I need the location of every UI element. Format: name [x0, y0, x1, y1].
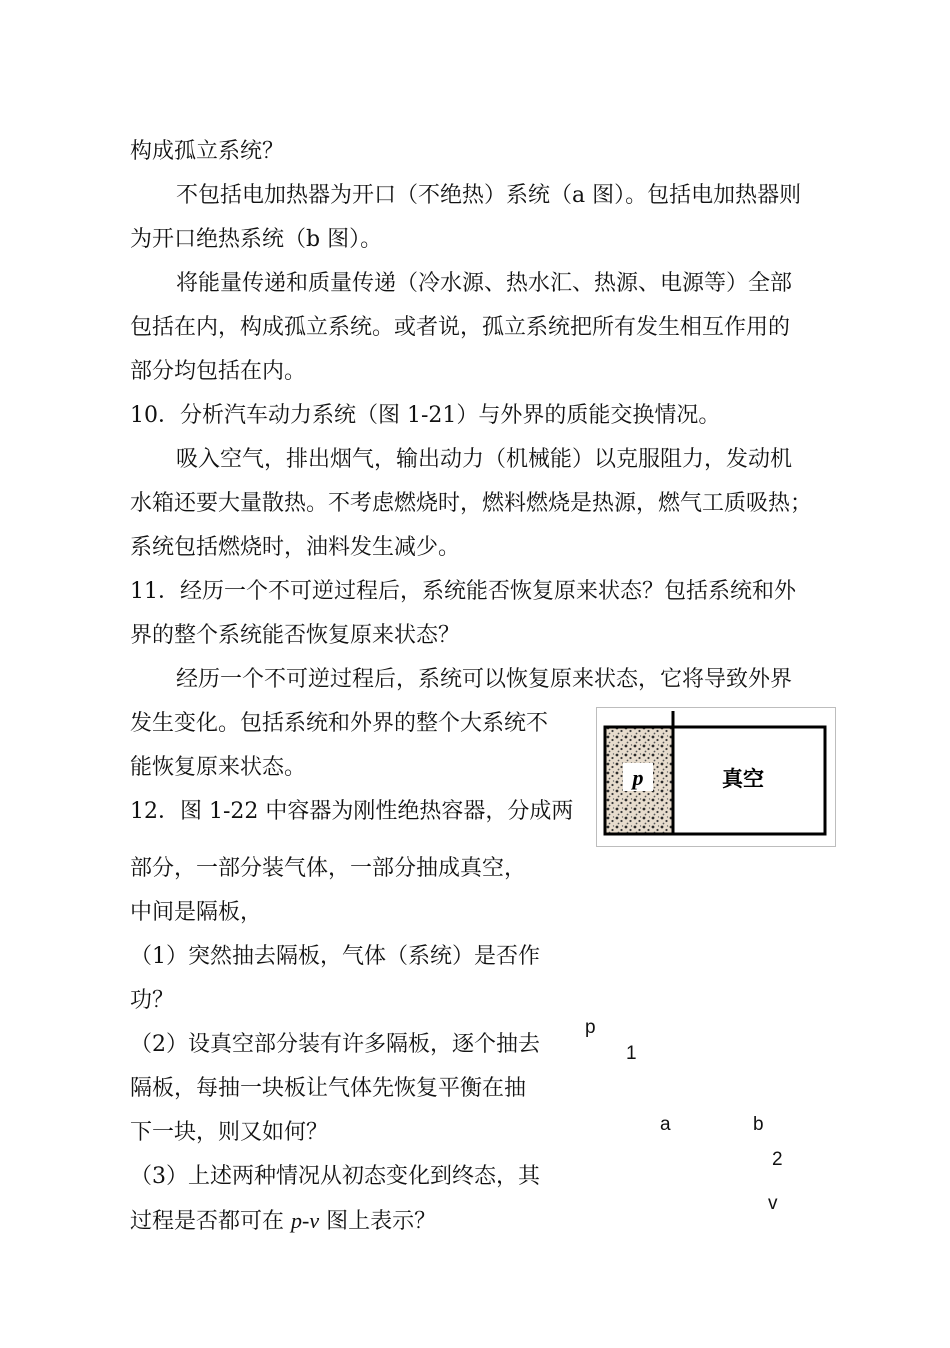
- gas-pressure-label: p: [632, 765, 644, 790]
- text-line: 界的整个系统能否恢复原来状态？: [130, 623, 461, 648]
- text-line: 下一块，则又如何？: [130, 1120, 329, 1145]
- text-line: 能恢复原来状态。: [130, 755, 307, 780]
- text-line: 构成孤立系统？: [130, 139, 285, 164]
- question-10: 10．分析汽车动力系统（图 1-21）与外界的质能交换情况。: [130, 403, 721, 428]
- text-line: 包括在内，构成孤立系统。或者说，孤立系统把所有发生相互作用的: [130, 315, 791, 340]
- text-line: 系统包括燃烧时，油料发生减少。: [130, 535, 461, 560]
- pv-state-1-label: 1: [626, 1043, 637, 1064]
- text-line: 部分均包括在内。: [130, 359, 307, 384]
- pv-math-text: p-v: [291, 1208, 320, 1233]
- text-line: 吸入空气，排出烟气，输出动力（机械能）以克服阻力，发动机: [176, 447, 793, 472]
- text-line: 功？: [130, 988, 175, 1013]
- text-line: 将能量传递和质量传递（冷水源、热水汇、热源、电源等）全部: [176, 271, 793, 296]
- text-line: 隔板，每抽一块板让气体先恢复平衡在抽: [130, 1076, 527, 1101]
- text-line: 过程是否都可在 p-v 图上表示？: [130, 1208, 437, 1234]
- container-figure: [596, 707, 836, 847]
- vacuum-label: 真空: [722, 767, 764, 791]
- text-line: 发生变化。包括系统和外界的整个大系统不: [130, 711, 549, 736]
- text-line: 部分，一部分装气体，一部分抽成真空，: [130, 856, 527, 881]
- pv-p-axis-label: p: [585, 1017, 596, 1038]
- text-line: 为开口绝热系统（b 图）。: [130, 227, 383, 252]
- text-line: 不包括电加热器为开口（不绝热）系统（a 图）。包括电加热器则: [176, 183, 802, 208]
- text-line: 经历一个不可逆过程后，系统可以恢复原来状态，它将导致外界: [176, 667, 793, 692]
- question-12: 12．图 1-22 中容器为刚性绝热容器，分成两: [130, 799, 574, 824]
- pv-state-2-label: 2: [772, 1149, 783, 1170]
- sub-question-2: （2）设真空部分装有许多隔板，逐个抽去: [130, 1032, 540, 1057]
- text-line: 水箱还要大量散热。不考虑燃烧时，燃料燃烧是热源，燃气工质吸热；: [130, 491, 813, 516]
- pv-path-a-label: a: [660, 1114, 671, 1135]
- sub-question-3: （3）上述两种情况从初态变化到终态，其: [130, 1164, 540, 1189]
- pv-path-b-label: b: [753, 1114, 764, 1135]
- pv-v-axis-label: v: [768, 1193, 778, 1214]
- text-line: 中间是隔板，: [130, 900, 263, 925]
- container-diagram: [597, 708, 835, 846]
- question-11: 11．经历一个不可逆过程后，系统能否恢复原来状态？包括系统和外: [130, 579, 796, 604]
- sub-question-1: （1）突然抽去隔板，气体（系统）是否作: [130, 944, 540, 969]
